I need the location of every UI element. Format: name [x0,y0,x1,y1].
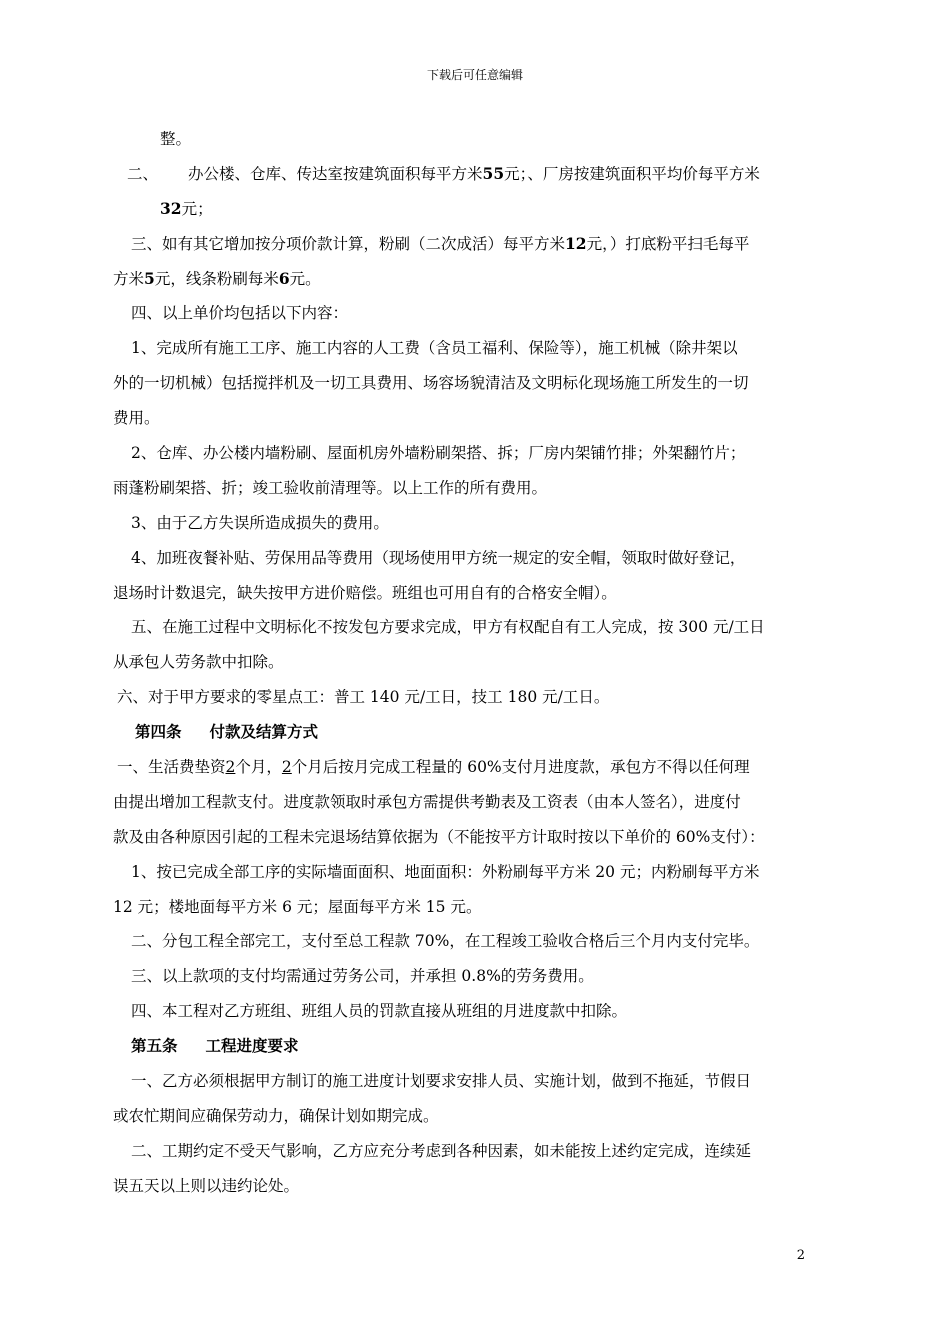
paragraph-line [113,192,813,227]
price-value: 12 [565,233,587,253]
text: 元； [181,199,213,218]
paragraph-line: 四、本工程对乙方班组、班组人员的罚款直接从班组的月进度款中扣除。 [131,1002,628,1021]
article-title: 付款及结算方式 [209,722,319,742]
paragraph-line: 二、分包工程全部完工，支付至总工程款 70%，在工程竣工验收合格后三个月内支付完毕。 [131,932,760,951]
paragraph-line: 1、按已完成全部工序的实际墙面面积、地面面积：外粉刷每平方米 20 元；内粉刷每平方米 [131,862,760,881]
price-value: 55 [482,163,505,183]
paragraph-line [113,227,813,262]
article-number: 第四条 [135,722,182,742]
paragraph-line: 或农忙期间应确保劳动力，确保计划如期完成。 [113,1106,439,1125]
paragraph-line: 款及由各种原因引起的工程未完退场结算依据为（不能按平方计取时按以下单价的 60%支付）： [113,827,765,846]
text: 方米 [113,269,145,288]
clause-number: 二、 [127,164,159,183]
text: 元，线条粉刷每米 [154,269,279,288]
paragraph-line: 六、对于甲方要求的零星点工：普工 140 元/工日，技工 180 元/工日。 [117,688,610,707]
text: 整。 [160,130,192,148]
paragraph-line: 4、加班夜餐补贴、劳保用品等费用（现场使用甲方统一规定的安全帽，领取时做好登记， [131,548,746,567]
price-value: 5 [144,268,155,288]
paragraph-line: 外的一切机械）包括搅拌机及一切工具费用、场容场貌清洁及文明标化现场施工所发生的一切 [113,374,749,393]
paragraph-line: 3、由于乙方失误所造成损失的费用。 [131,513,389,532]
article-title: 工程进度要求 [205,1036,299,1056]
paragraph-line: 费用。 [113,409,160,428]
paragraph-line: 误五天以上则以违约论处。 [113,1176,300,1195]
text: 个月， [235,758,282,777]
section-heading-article-4 [113,715,813,750]
document-body [113,122,813,1204]
underlined-value: 2 [225,758,236,777]
price-value: 6 [278,268,290,288]
paragraph-line [113,750,813,785]
text: 三、如有其它增加按分项价款计算，粉刷（二次成活）每平方米 [131,234,566,253]
price-value: 32 [160,198,182,218]
section-heading-article-5 [113,1029,813,1064]
paragraph-line [113,157,813,192]
paragraph-line [113,122,813,157]
paragraph-line: 12 元；楼地面每平方米 6 元；屋面每平方米 15 元。 [113,897,482,916]
paragraph-line: 雨蓬粉刷架搭、折；竣工验收前清理等。以上工作的所有费用。 [113,478,548,497]
page-number: 2 [796,1248,805,1263]
paragraph-line: 四、以上单价均包括以下内容： [131,304,349,323]
paragraph-line: 由提出增加工程款支付。进度款领取时承包方需提供考勤表及工资表（由本人签名），进度付 [113,792,741,811]
text: 个月后按月完成工程量的 60%支付月进度款，承包方不得以任何理 [291,758,750,777]
paragraph-line: 2、仓库、办公楼内墙粉刷、屋面机房外墙粉刷架搭、拆；厂房内架铺竹排；外架翻竹片； [131,444,746,463]
page-header: 下载后可任意编辑 [426,68,523,82]
text: 一、生活费垫资 [117,758,226,777]
text: 办公楼、仓库、传达室按建筑面积每平方米 [188,164,483,183]
paragraph-line [113,262,813,297]
paragraph-line: 三、以上款项的支付均需通过劳务公司，并承担 0.8%的劳务费用。 [131,967,594,986]
text: 元，）打底粉平扫毛每平 [586,234,750,253]
paragraph-line: 一、乙方必须根据甲方制订的施工进度计划要求安排人员、实施计划，做到不拖延，节假日 [131,1072,752,1091]
paragraph-line: 1、完成所有施工工序、施工内容的人工费（含员工福利、保险等），施工机械（除井架以 [131,339,738,358]
paragraph-line: 从承包人劳务款中扣除。 [113,653,284,672]
text: 元。 [289,269,321,288]
paragraph-line: 五、在施工过程中文明标化不按发包方要求完成，甲方有权配自有工人完成，按 300 元/工日 [131,618,765,637]
text: 元；、厂房按建筑面积平均价每平方米 [504,164,760,183]
underlined-value: 2 [281,758,292,777]
article-number: 第五条 [131,1036,178,1056]
paragraph-line: 二、工期约定不受天气影响，乙方应充分考虑到各种因素，如未能按上述约定完成，连续延 [131,1141,752,1160]
paragraph-line: 退场时计数退完，缺失按甲方进价赔偿。班组也可用自有的合格安全帽）。 [113,583,617,602]
